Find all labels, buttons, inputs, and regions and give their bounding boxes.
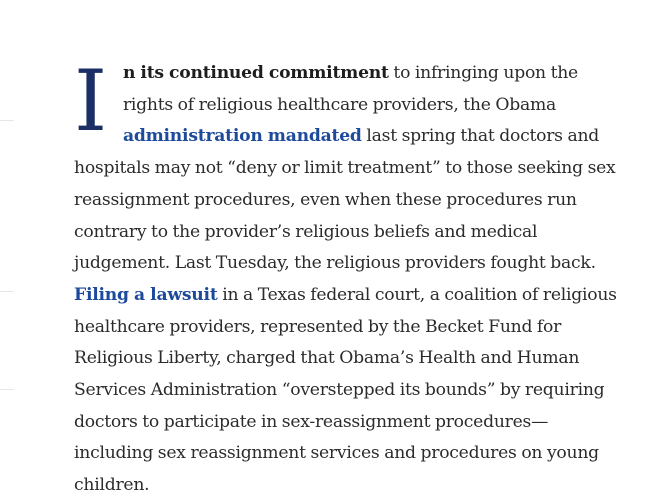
paragraph-text: in a Texas federal court, a coalition of religious healthcare providers, represented by the Becket Fund for Religious Liberty, charged that Obama’s Health and Human Services Administration “overstepped its bounds” by requiring doctors to participate in sex-reassignment procedures—including sex reassignment services and procedures on young children. — [74, 284, 617, 496]
drop-cap: I — [74, 52, 107, 150]
article-paragraph — [74, 52, 622, 502]
administration-mandated-link[interactable]: administration mandated — [122, 126, 362, 147]
paragraph-text: last spring that doctors and hospitals may not “deny or limit treatment” to those seeking sex reassignment procedures, even when these procedures run contrary to the provider’s religious beliefs and medical judgement. Last Tuesday, the religious providers fought back. — [74, 126, 616, 274]
filing-a-lawsuit-link[interactable]: Filing a lawsuit — [74, 284, 218, 305]
edge-divider — [0, 291, 14, 292]
edge-divider — [0, 120, 14, 121]
lead-in-text: n its continued commitment — [122, 63, 389, 83]
paragraph-text: to infringing upon the rights of religious healthcare providers, the Obama — [122, 63, 578, 115]
edge-divider — [0, 389, 14, 390]
